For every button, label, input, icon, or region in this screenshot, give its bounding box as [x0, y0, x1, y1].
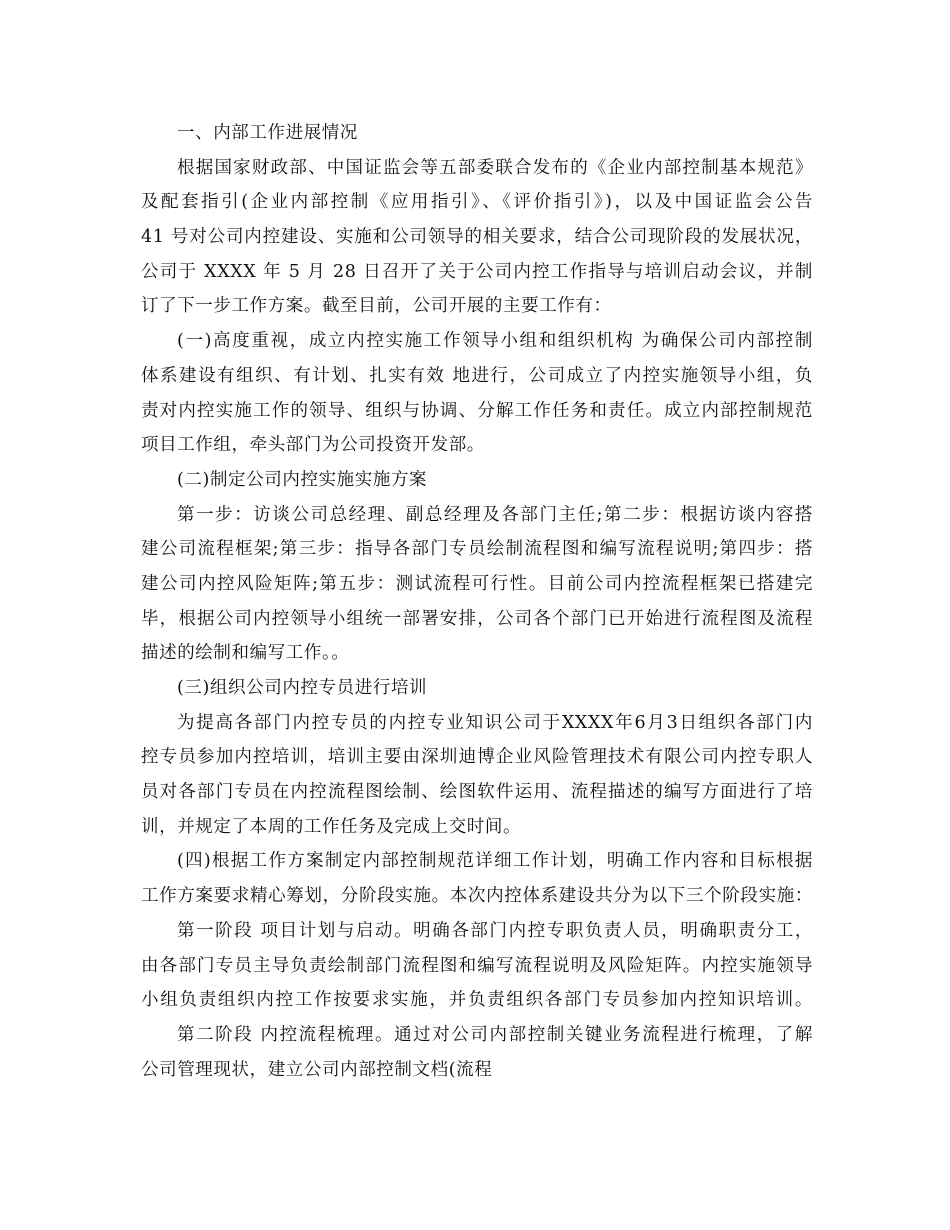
paragraph-line: 控专员参加内控培训，培训主要由深圳迪博企业风险管理技术有限公司内控专职人 — [141, 747, 813, 768]
paragraph-line: 描述的绘制和编写工作。。 — [141, 643, 350, 664]
paragraph-line: 根据国家财政部、中国证监会等五部委联合发布的《企业内部控制基本规范》 — [177, 157, 813, 178]
paragraph-line: 为提高各部门内控专员的内控专业知识公司于XXXX年6月3日组织各部门内 — [177, 712, 813, 733]
paragraph-line: (四)根据工作方案制定内部控制规范详细工作计划，明确工作内容和目标根据 — [177, 851, 813, 872]
paragraph-line: 公司于 XXXX 年 5 月 28 日召开了关于公司内控工作指导与培训启动会议，并制 — [141, 261, 813, 282]
paragraph-line: 项目工作组，牵头部门为公司投资开发部。 — [141, 435, 485, 456]
section-heading: 一、内部工作进展情况 — [177, 123, 358, 143]
paragraph-line: 员对各部门专员在内控流程图绘制、绘图软件运用、流程描述的编写方面进行了培 — [141, 782, 813, 803]
paragraph-line: 第一阶段 项目计划与启动。明确各部门内控专职负责人员，明确职责分工， — [177, 920, 813, 941]
document-body — [141, 116, 813, 1087]
paragraph-line: 由各部门专员主导负责绘制部门流程图和编写流程说明及风险矩阵。内控实施领导 — [141, 955, 813, 976]
paragraph-line: 小组负责组织内控工作按要求实施，并负责组织各部门专员参加内控知识培训。 — [141, 990, 813, 1011]
subsection-heading: (三)组织公司内控专员进行培训 — [177, 678, 428, 698]
paragraph-line: 建公司内控风险矩阵;第五步：测试流程可行性。目前公司内控流程框架已搭建完 — [141, 573, 813, 594]
paragraph-line: 及配套指引(企业内部控制《应用指引》、《评价指引》)，以及中国证监会公告 — [141, 192, 813, 213]
paragraph-line: 公司管理现状，建立公司内部控制文档(流程 — [141, 1059, 493, 1080]
paragraph-line: 建公司流程框架;第三步：指导各部门专员绘制流程图和编写流程说明;第四步：搭 — [141, 539, 813, 560]
paragraph-line: 第一步：访谈公司总经理、副总经理及各部门主任;第二步：根据访谈内容搭 — [177, 504, 813, 525]
paragraph-line: 毕，根据公司内控领导小组统一部署安排，公司各个部门已开始进行流程图及流程 — [141, 608, 813, 629]
paragraph-line: 训，并规定了本周的工作任务及完成上交时间。 — [141, 816, 522, 837]
paragraph-line: 第二阶段 内控流程梳理。通过对公司内部控制关键业务流程进行梳理，了解 — [177, 1024, 813, 1045]
paragraph-line: 体系建设有组织、有计划、扎实有效 地进行，公司成立了内控实施领导小组，负 — [141, 365, 813, 386]
paragraph-line: 41 号对公司内控建设、实施和公司领导的相关要求，结合公司现阶段的发展状况， — [141, 227, 813, 248]
paragraph-line: 工作方案要求精心筹划，分阶段实施。本次内控体系建设共分为以下三个阶段实施： — [141, 886, 813, 907]
paragraph-line: (一)高度重视，成立内控实施工作领导小组和组织机构 为确保公司内部控制 — [177, 331, 813, 352]
paragraph-line: 责对内控实施工作的领导、组织与协调、分解工作任务和责任。成立内部控制规范 — [141, 400, 813, 421]
paragraph-line: 订了下一步工作方案。截至目前，公司开展的主要工作有： — [141, 296, 612, 317]
subsection-heading: (二)制定公司内控实施实施方案 — [177, 469, 428, 490]
